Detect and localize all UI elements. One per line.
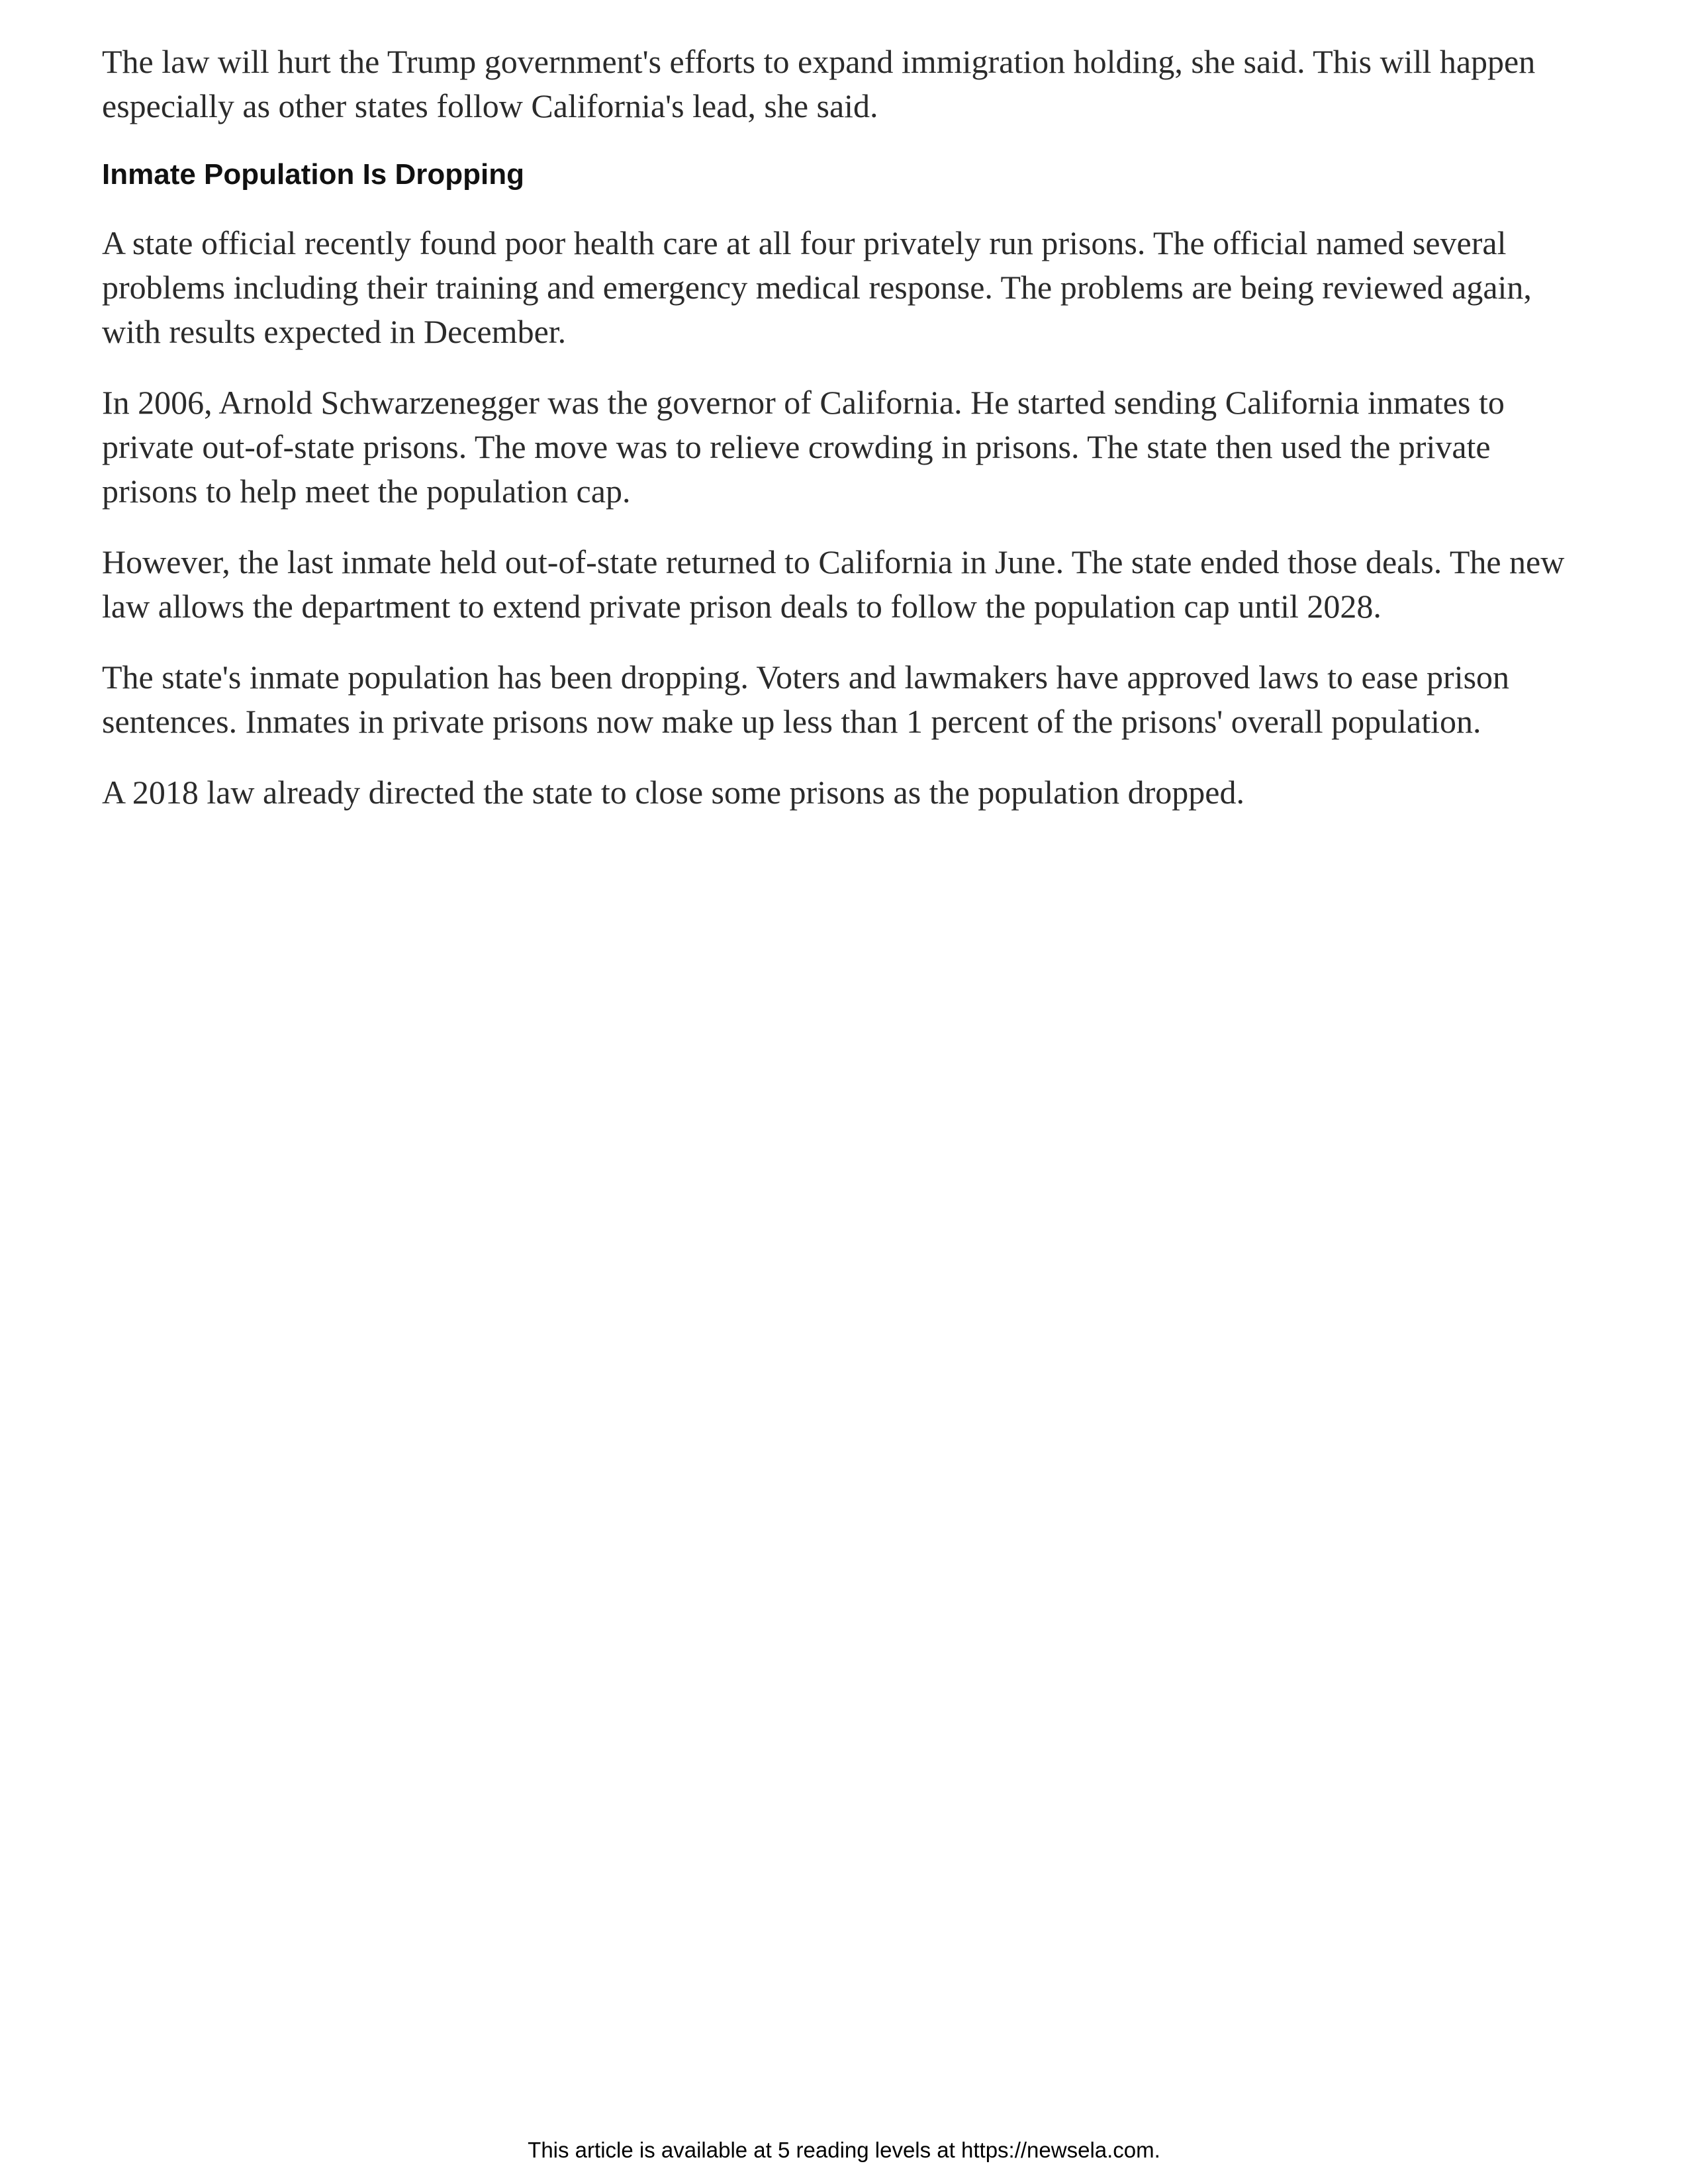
footer-note: This article is available at 5 reading levels at https://newsela.com. bbox=[528, 2138, 1160, 2162]
paragraph-schwarzenegger: In 2006, Arnold Schwarzenegger was the governor of California. He started sending California inmates to private out-of-state prisons. The move was to relieve crowding in prisons. The state then used the private prisons to help meet the population cap. bbox=[102, 384, 1505, 510]
article-body bbox=[102, 40, 1591, 841]
paragraph-population-dropping: The state's inmate population has been dropping. Voters and lawmakers have approved laws to ease prison sentences. Inmates in private prisons now make up less than 1 percent of the prisons' overall population. bbox=[102, 659, 1510, 740]
paragraph-health-care: A state official recently found poor health care at all four privately run prisons. The official named several problems including their training and emergency medical response. The problems are being reviewed again, with results expected in December. bbox=[102, 224, 1532, 350]
paragraph-last-inmate: However, the last inmate held out-of-state returned to California in June. The state ended those deals. The new law allows the department to extend private prison deals to follow the population cap until 2028. bbox=[102, 543, 1565, 625]
paragraph-2018-law: A 2018 law already directed the state to close some prisons as the population dropped. bbox=[102, 774, 1244, 811]
section-heading: Inmate Population Is Dropping bbox=[102, 158, 524, 191]
paragraph-intro: The law will hurt the Trump government's efforts to expand immigration holding, she said. This will happen especially as other states follow California's lead, she said. bbox=[102, 43, 1536, 124]
